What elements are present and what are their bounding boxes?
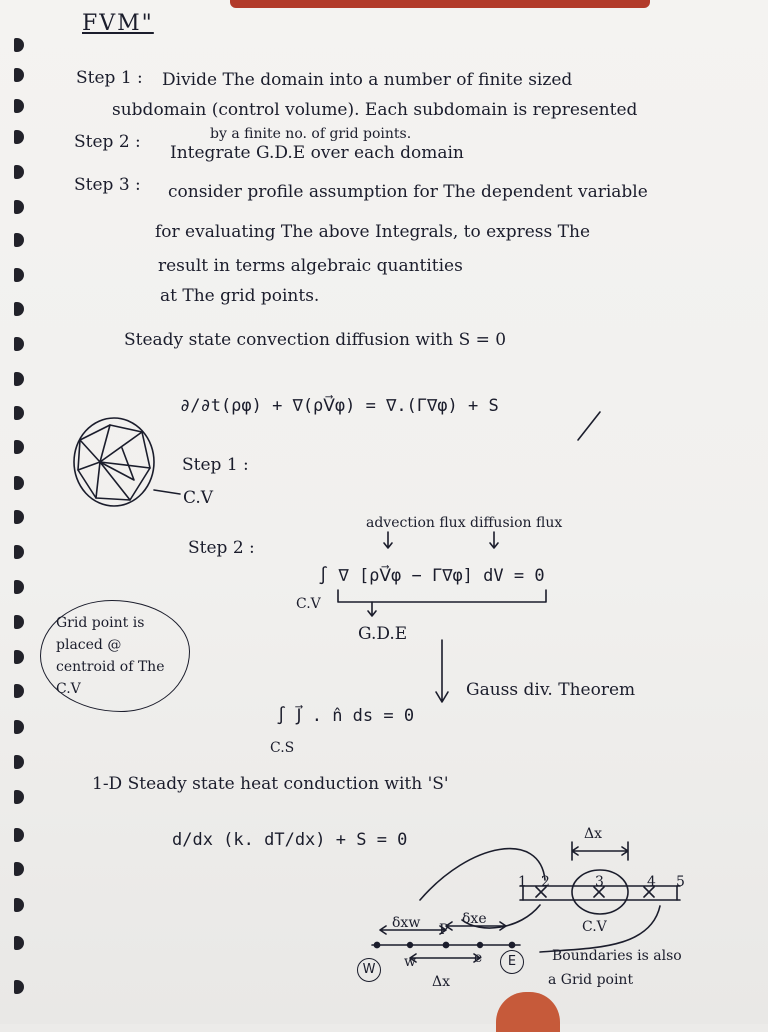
dx-bottom-label: Δx [432,974,451,990]
step1-line3: by a finite no. of grid points. [210,126,412,142]
step1-label: Step 1 : [76,68,143,88]
gde-label: G.D.E [358,624,408,644]
section2-heading: 1-D Steady state heat conduction with 'S' [92,774,449,794]
gauss-theorem-label: Gauss div. Theorem [466,680,636,700]
heat-conduction-equation: d/dx (k. dT/dx) + S = 0 [172,830,408,850]
strike-s [578,412,600,440]
dxw-label: δxw [392,915,421,931]
advection-arrow [384,532,392,548]
diffusion-arrow [490,532,498,548]
step3-line3: result in terms algebraic quantities [158,256,463,276]
section1-heading: Steady state convection diffusion with S = 0 [124,330,507,350]
step1-line2: subdomain (control volume). Each subdomain is represented [112,100,638,120]
gde-underbrace [338,590,546,602]
w-face-label: w [404,954,416,970]
gde-arrow [368,602,376,616]
governing-equation: ∂/∂t(ρφ) + ∇(ρV⃗φ) = ∇.(Γ∇φ) + S [180,396,499,416]
boundary-note-line1: Boundaries is also [552,948,682,964]
node-2: 2 [541,874,550,890]
step3-line1: consider profile assumption for The dependent variable [168,182,648,202]
step3-line2: for evaluating The above Integrals, to express The [155,222,591,242]
flux-labels: advection flux diffusion flux [366,515,563,531]
node-3: 3 [595,874,604,890]
step2-label: Step 2 : [74,132,141,152]
surface-integral-equation: ∫ J⃗ . n̂ ds = 0 [276,706,415,726]
mesh-step-label: Step 1 : [182,455,249,475]
node-4: 4 [647,874,656,890]
step3-label: Step 3 : [74,175,141,195]
boundary-note-line2: a Grid point [548,972,634,988]
east-node: E [500,950,524,974]
dx-top-label: Δx [584,826,603,842]
p-label: P [439,922,449,938]
west-node: W [357,958,381,982]
e-face-label: e [474,950,483,966]
page-title: FVM" [82,11,154,36]
step1-line1: Divide The domain into a number of finite sized [162,70,573,90]
cv-grid-label: C.V [582,919,607,935]
mesh-circle-diagram [74,418,180,506]
note-bubble-text: Grid point is placed @ centroid of The C.V [56,615,165,697]
gauss-arrow [436,640,448,702]
step3-line4: at The grid points. [160,286,320,306]
surface-integral-limit: C.S [270,740,295,756]
dxe-label: δxe [462,911,487,927]
node-1: 1 [518,874,527,890]
grid-diagram [420,842,680,952]
volume-integral-limit: C.V [296,596,321,612]
cv-label: C.V [183,488,214,508]
step2-line1: Integrate G.D.E over each domain [170,143,464,163]
node-5: 5 [676,874,685,890]
volume-integral-equation: ∫ ∇ [ρV⃗φ − Γ∇φ] dV = 0 [318,566,545,586]
integral-step-label: Step 2 : [188,538,255,558]
